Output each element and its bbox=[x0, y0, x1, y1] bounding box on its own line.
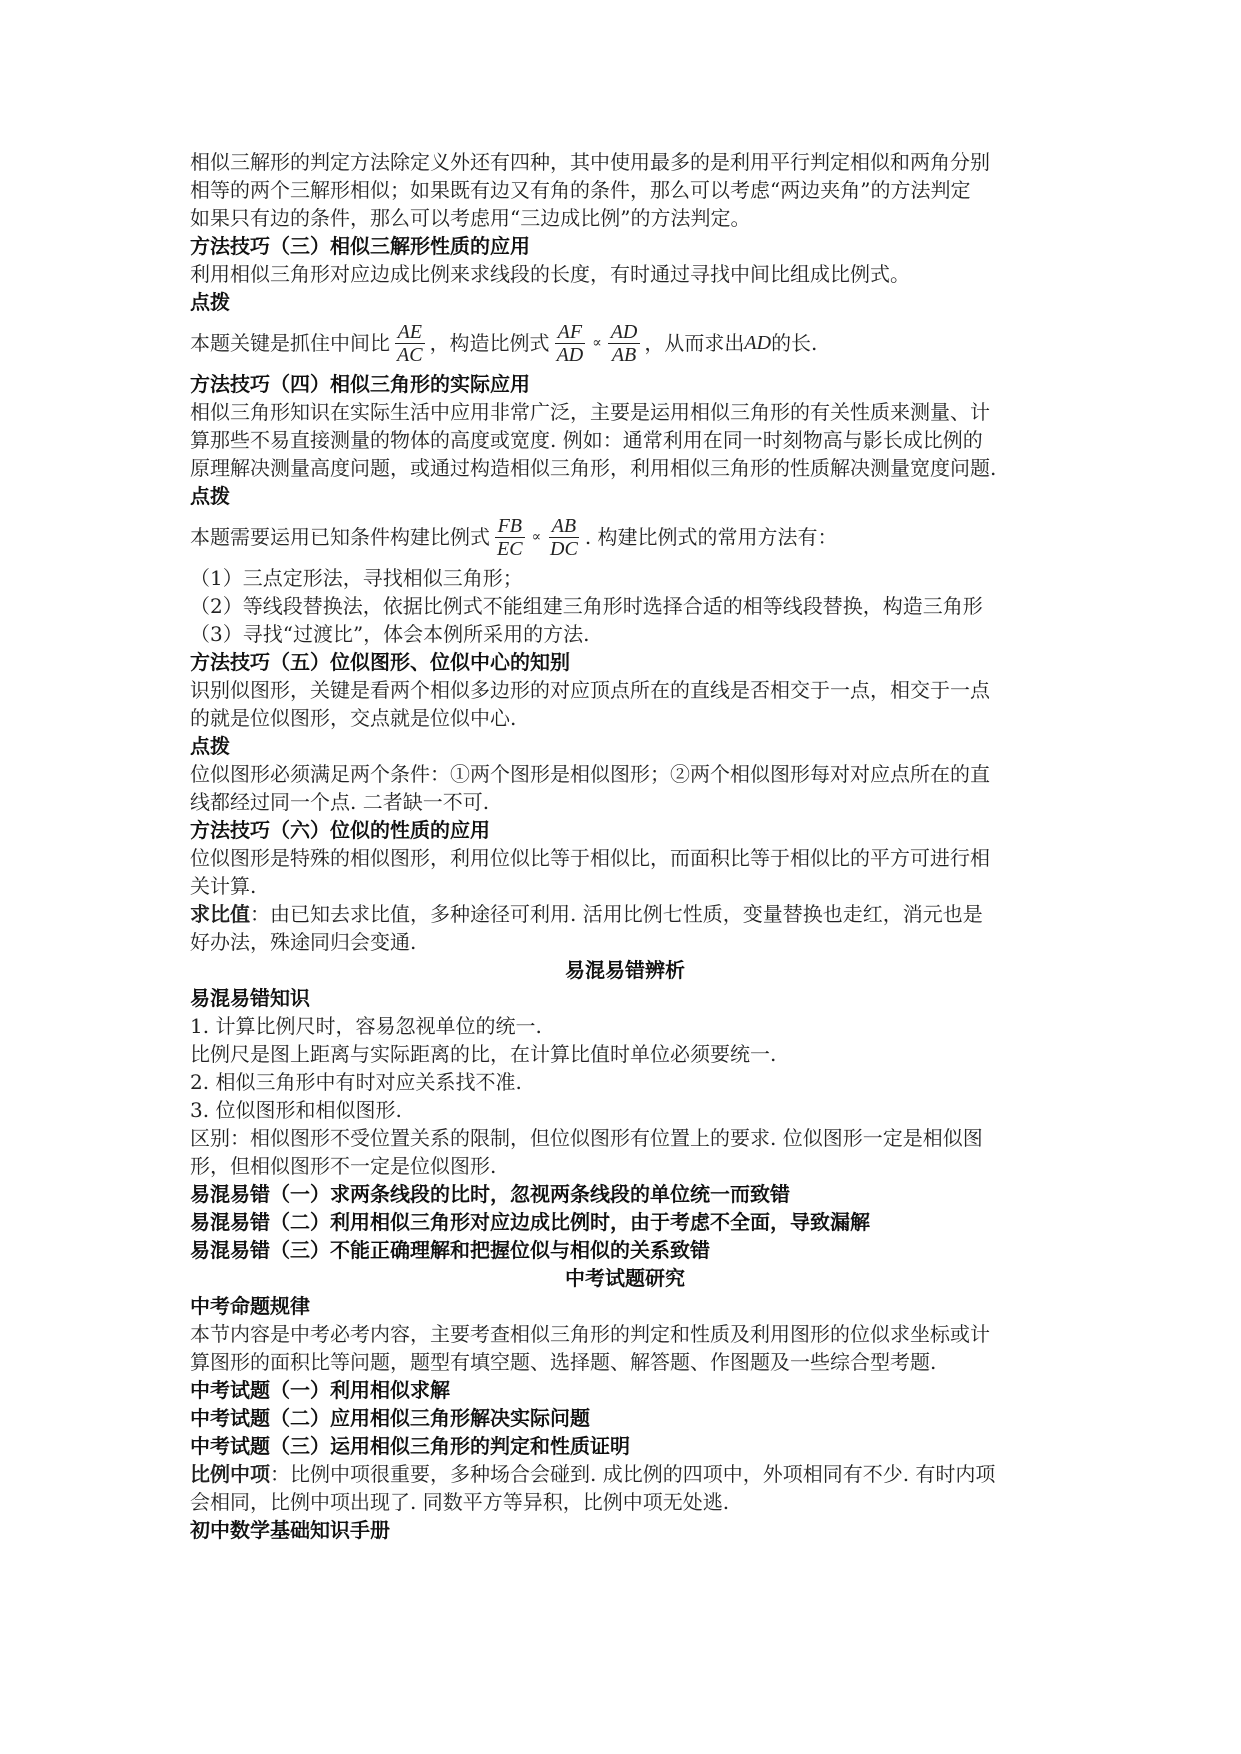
handbook-title: 初中数学基础知识手册 bbox=[190, 1518, 390, 1542]
tip-formula-line bbox=[190, 318, 1060, 368]
exam-question-heading: 中考试题（三）运用相似三角形的判定和性质证明 bbox=[190, 1434, 630, 1458]
confuse-item: 形，但相似图形不一定是位似图形. bbox=[190, 1154, 497, 1178]
confuse-item: 3. 位似图形和相似图形. bbox=[190, 1098, 402, 1122]
exam-body: 算图形的面积比等问题，题型有填空题、选择题、解答题、作图题及一些综合型考题. bbox=[190, 1350, 937, 1374]
section-3-body: 利用相似三角形对应边成比例来求线段的长度，有时通过寻找中间比组成比例式。 bbox=[190, 262, 910, 286]
intro-line: 相等的两个三解形相似；如果既有边又有角的条件，那么可以考虑“两边夹角”的方法判定 bbox=[190, 178, 971, 202]
confuse-error-heading: 易混易错（一）求两条线段的比时，忽视两条线段的单位统一而致错 bbox=[190, 1182, 790, 1206]
document-page bbox=[190, 148, 1060, 1544]
tip-text: 的长. bbox=[771, 331, 818, 355]
confuse-error-heading: 易混易错（三）不能正确理解和把握位似与相似的关系致错 bbox=[190, 1238, 710, 1262]
fraction-af-ad: $\frac{AF}{AD}$ bbox=[556, 320, 584, 366]
tip-text: . 构建比例式的常用方法有： bbox=[584, 525, 838, 549]
tip-text: 本题需要运用已知条件构建比例式 bbox=[190, 525, 490, 549]
fraction-ae-ac: $\frac{AE}{AC}$ bbox=[394, 321, 426, 366]
tip-heading: 点拨 bbox=[190, 290, 230, 314]
mean-label: 比例中项 bbox=[190, 1462, 270, 1486]
confuse-error-heading: 易混易错（二）利用相似三角形对应边成比例时，由于考虑不全面，导致漏解 bbox=[190, 1210, 870, 1234]
section-heading-5: 方法技巧（五）位似图形、位似中心的知别 bbox=[190, 650, 570, 674]
variable-ad: AD bbox=[744, 332, 772, 354]
method-item: （1）三点定形法，寻找相似三角形； bbox=[190, 566, 523, 590]
section-heading-6: 方法技巧（六）位似的性质的应用 bbox=[190, 818, 490, 842]
tip-text: 位似图形必须满足两个条件：①两个图形是相似图形；②两个相似图形每对对应点所在的直 bbox=[190, 762, 990, 786]
tip-text: 本题关键是抓住中间比 bbox=[190, 331, 390, 355]
exam-heading: 中考命题规律 bbox=[190, 1294, 310, 1318]
section-5-body: 的就是位似图形，交点就是位似中心. bbox=[190, 706, 517, 730]
mean-rhyme: 比例中项：比例中项很重要，多种场合会碰到. 成比例的四项中，外项相同有不少. 有时内项 bbox=[190, 1462, 996, 1486]
confuse-item: 1. 计算比例尺时，容易忽视单位的统一. bbox=[190, 1014, 542, 1038]
confuse-item: 区别：相似图形不受位置关系的限制，但位似图形有位置上的要求. 位似图形一定是相似图 bbox=[190, 1126, 983, 1150]
tip-text: 线都经过同一个点. 二者缺一不可. bbox=[190, 790, 490, 814]
section-4-body: 相似三角形知识在实际生活中应用非常广泛，主要是运用相似三角形的有关性质来测量、计 bbox=[190, 400, 990, 424]
chapter-title-confuse: 易混易错辨析 bbox=[565, 958, 685, 982]
confuse-heading: 易混易错知识 bbox=[190, 986, 310, 1010]
method-item: （3）寻找“过渡比”，体会本例所采用的方法. bbox=[190, 622, 590, 646]
section-4-body: 原理解决测量高度问题，或通过构造相似三角形，利用相似三角形的性质解决测量宽度问题. bbox=[190, 456, 997, 480]
section-heading-4: 方法技巧（四）相似三角形的实际应用 bbox=[190, 372, 530, 396]
fraction-ab-dc: $\frac{AB}{DC}$ bbox=[550, 514, 578, 560]
exam-question-heading: 中考试题（一）利用相似求解 bbox=[190, 1378, 450, 1402]
exam-body: 本节内容是中考必考内容，主要考查相似三角形的判定和性质及利用图形的位似求坐标或计 bbox=[190, 1322, 990, 1346]
section-heading-3: 方法技巧（三）相似三解形性质的应用 bbox=[190, 234, 530, 258]
tip-heading: 点拨 bbox=[190, 734, 230, 758]
exam-question-heading: 中考试题（二）应用相似三角形解决实际问题 bbox=[190, 1406, 590, 1430]
confuse-item: 比例尺是图上距离与实际距离的比，在计算比值时单位必须要统一. bbox=[190, 1042, 777, 1066]
chapter-title-exam: 中考试题研究 bbox=[565, 1266, 685, 1290]
tip-formula-line bbox=[190, 512, 1060, 562]
method-item: （2）等线段替换法，依据比例式不能组建三角形时选择合适的相等线段替换，构造三角形 bbox=[190, 594, 983, 618]
ratio-label: 求比值 bbox=[190, 902, 250, 926]
proportion-symbol: ∝ bbox=[592, 335, 602, 351]
section-6-body: 关计算. bbox=[190, 874, 257, 898]
tip-text: ，从而求出 bbox=[644, 331, 745, 355]
intro-line: 如果只有边的条件，那么可以考虑用“三边成比例”的方法判定。 bbox=[190, 206, 751, 230]
mean-rhyme: 会相同，比例中项出现了. 同数平方等异积，比例中项无处逃. bbox=[190, 1490, 730, 1514]
section-5-body: 识别似图形，关键是看两个相似多边形的对应顶点所在的直线是否相交于一点，相交于一点 bbox=[190, 678, 990, 702]
intro-line: 相似三解形的判定方法除定义外还有四种，其中使用最多的是利用平行判定相似和两角分别 bbox=[190, 150, 990, 174]
tip-heading: 点拨 bbox=[190, 484, 230, 508]
section-6-body: 位似图形是特殊的相似图形，利用位似比等于相似比，而面积比等于相似比的平方可进行相 bbox=[190, 846, 990, 870]
confuse-item: 2. 相似三角形中有时对应关系找不准. bbox=[190, 1070, 522, 1094]
proportion-symbol: ∝ bbox=[531, 529, 542, 545]
section-4-body: 算那些不易直接测量的物体的高度或宽度. 例如：通常利用在同一时刻物高与影长成比例的 bbox=[190, 428, 983, 452]
fraction-ad-ab: $\frac{AD}{AB}$ bbox=[608, 321, 641, 366]
ratio-rhyme: 求比值：由已知去求比值，多种途径可利用. 活用比例七性质，变量替换也走红，消元也是 bbox=[190, 902, 983, 926]
fraction-fb-ec: $\frac{FB}{EC}$ bbox=[494, 515, 526, 560]
tip-text: ，构造比例式 bbox=[429, 331, 550, 355]
ratio-rhyme: 好办法，殊途同归会变通. bbox=[190, 930, 417, 954]
